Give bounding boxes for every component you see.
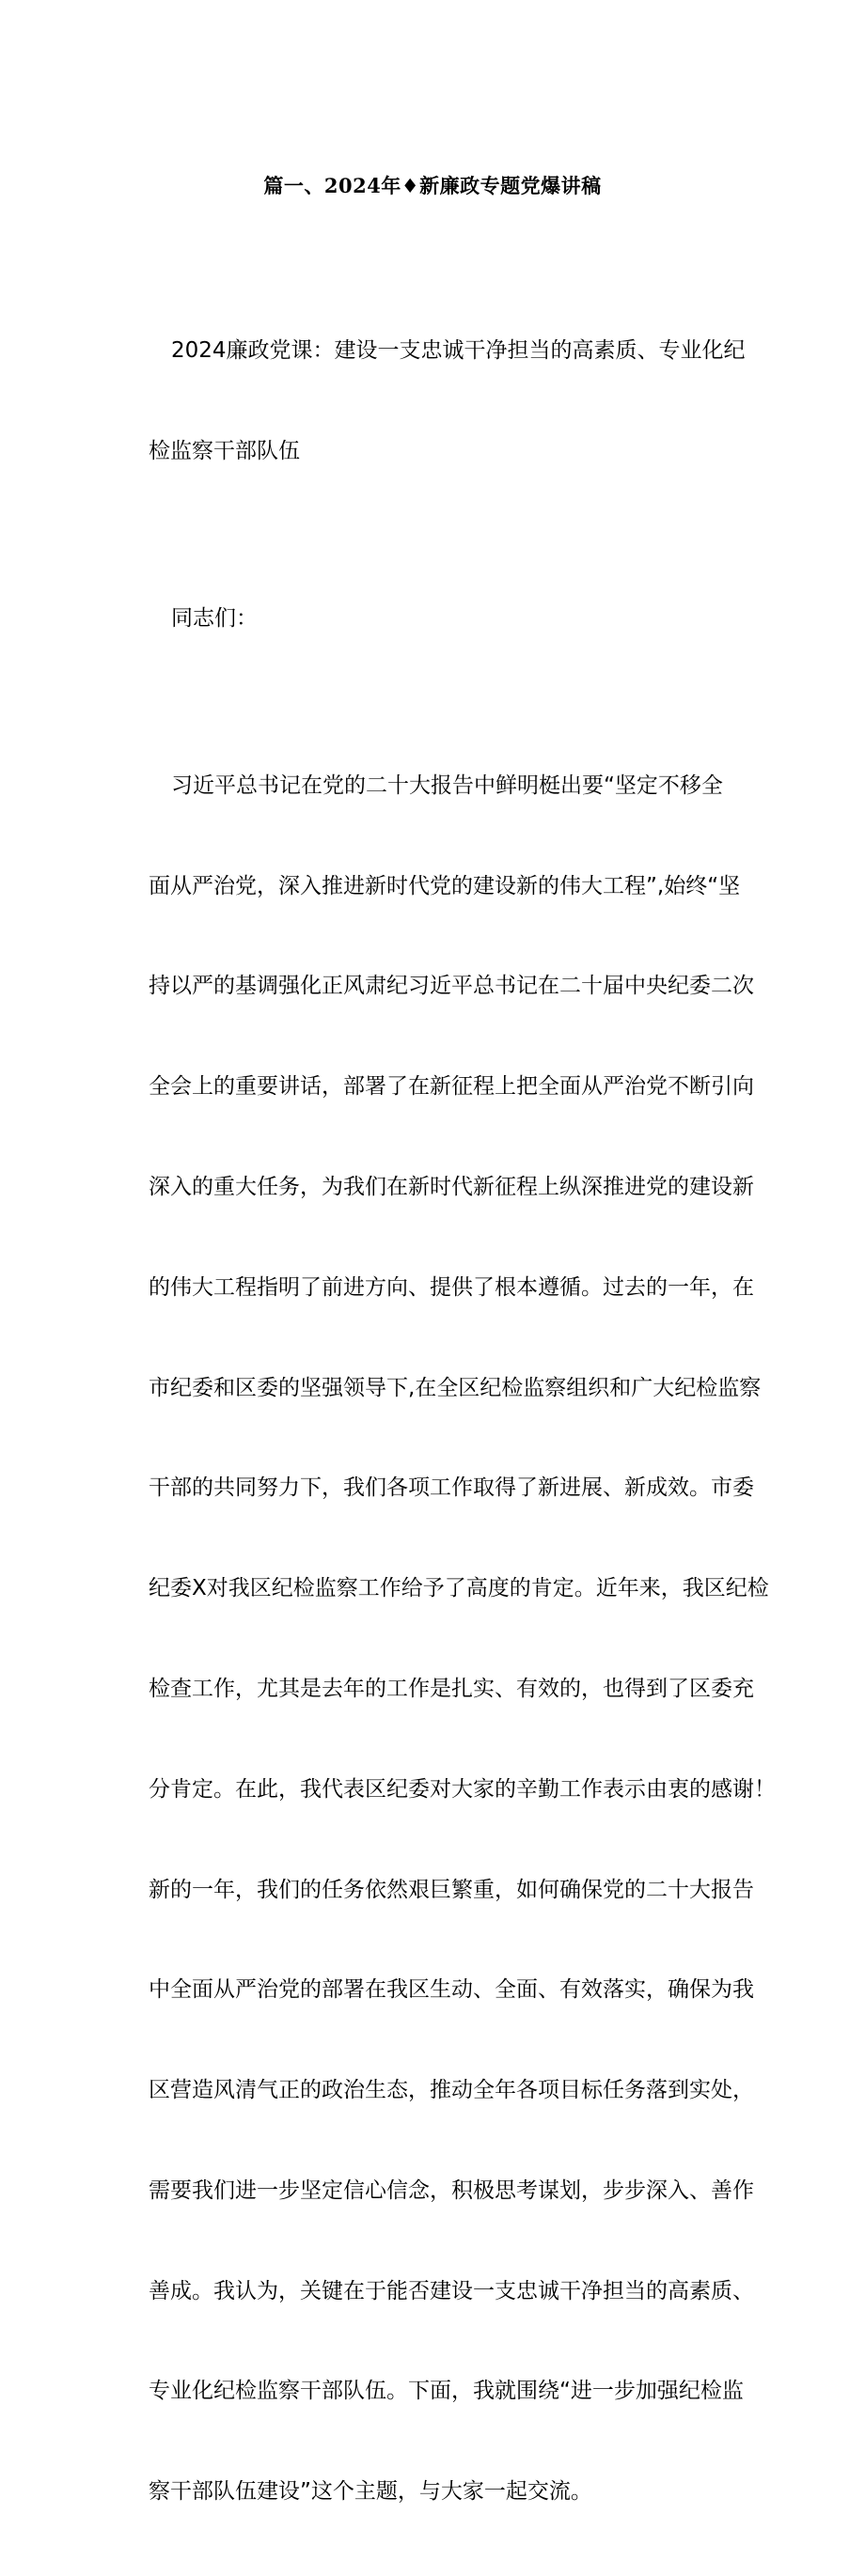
body-line: 持以严的基调强化正风肃纪习近平总书记在二十届中央纪委二次 bbox=[149, 974, 754, 999]
main-paragraph bbox=[149, 703, 776, 2576]
body-line: 分肯定。在此，我代表区纪委对大家的辛勤工作表示由衷的感谢！ bbox=[149, 1776, 776, 1802]
body-line: 善成。我认为，关键在于能否建设一支忠诚干净担当的高素质、 bbox=[149, 2278, 754, 2303]
body-line: 干部的共同努力下，我们各项工作取得了新进展、新成效。市委 bbox=[149, 1475, 754, 1501]
body-line: 深入的重大任务，为我们在新时代新征程上纵深推进党的建设新 bbox=[149, 1175, 754, 1200]
body-line: 纪委X对我区纪检监察工作给予了高度的肯定。近年来，我区纪检 bbox=[149, 1576, 769, 1601]
body-line: 新的一年，我们的任务依然艰巨繁重，如何确保党的二十大报告 bbox=[149, 1877, 754, 1902]
body-line: 全会上的重要讲话，部署了在新征程上把全面从严治党不断引向 bbox=[149, 1074, 754, 1100]
greeting-paragraph bbox=[149, 536, 747, 703]
body-line: 中全面从严治党的部署在我区生动、全面、有效落实，确保为我 bbox=[149, 1977, 754, 2003]
body-line: 专业化纪检监察干部队伍。下面，我就围绕“进一步加强纪检监 bbox=[149, 2379, 744, 2404]
greeting-text: 同志们： bbox=[171, 605, 258, 631]
body-line: 区营造风清气正的政治生态，推动全年各项目标任务落到实处， bbox=[149, 2078, 754, 2103]
body-line: 市纪委和区委的坚强领导下,在全区纪检监察组织和广大纪检监察 bbox=[149, 1375, 762, 1400]
body-line: 察干部队伍建设”这个主题，与大家一起交流。 bbox=[149, 2479, 592, 2505]
body-line: 习近平总书记在党的二十大报告中鲜明梃出要“坚定不移全 bbox=[171, 773, 723, 798]
body-line: 检查工作，尤其是去年的工作是扎实、有效的，也得到了区委充 bbox=[149, 1676, 754, 1701]
subtitle-paragraph bbox=[149, 268, 747, 536]
document-body bbox=[149, 268, 776, 2576]
subtitle-line: 2024廉政党课：建设一支忠诚干净担当的高素质、专业化纪 bbox=[171, 338, 746, 364]
subtitle-line: 检监察干部队伍 bbox=[149, 438, 300, 463]
body-line: 面从严治党，深入推进新时代党的建设新的伟大工程”,始终“坚 bbox=[149, 873, 741, 898]
body-line: 的伟大工程指明了前进方向、提供了根本遵循。过去的一年，在 bbox=[149, 1274, 754, 1300]
document-title: 篇一、2024年♦新廉政专题党爆讲稿 bbox=[263, 174, 602, 197]
body-line: 需要我们进一步坚定信心信念，积极思考谋划，步步深入、善作 bbox=[149, 2178, 754, 2203]
